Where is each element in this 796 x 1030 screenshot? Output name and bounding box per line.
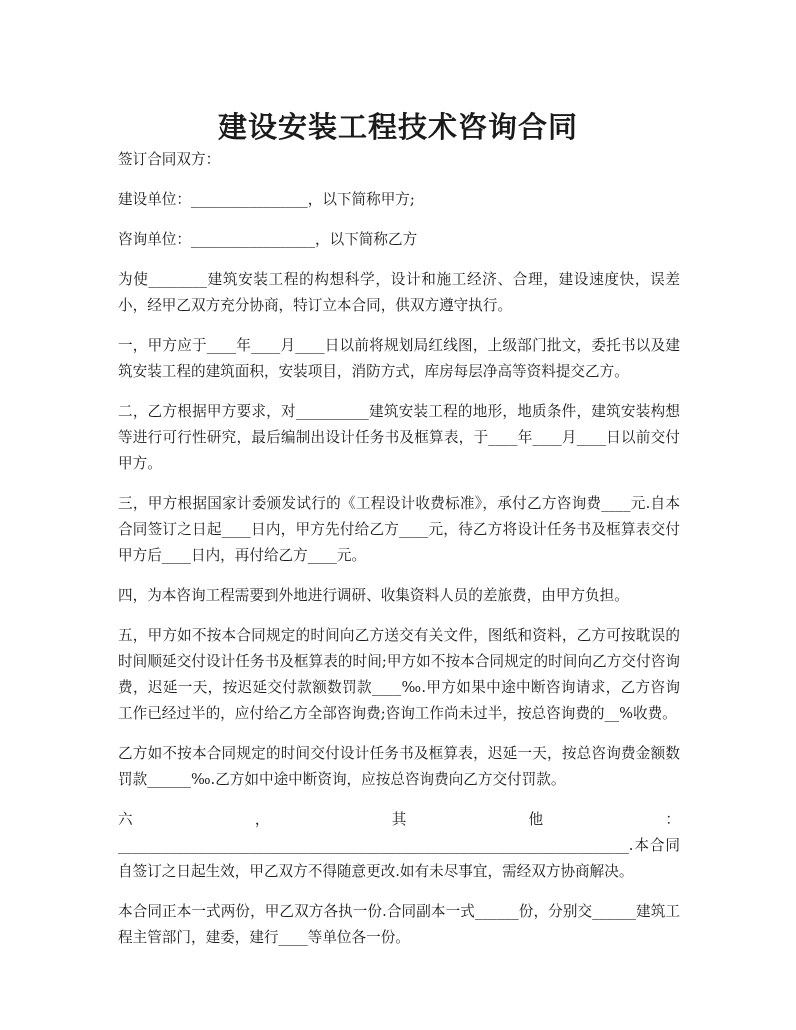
paragraph-parties: 签订合同双方： — [118, 151, 221, 168]
document-title: 建设安装工程技术咨询合同 — [217, 110, 578, 145]
paragraph-clause-1: 一，甲方应于____年____月____日以前将规划局红线图，上级部门批文，委托书以及建筑安装工程的建筑面积，安装项目，消防方式，库房每层净高等资料提交乙方。 — [118, 337, 680, 380]
paragraph-clause-6: 六，其他：______________________________________________________________________.本合同自签订之日起生效，甲乙双方不得随意更改.如有未尽事宜，需经双方协商解决。 — [118, 811, 680, 880]
paragraph-clause-2: 二，乙方根据甲方要求，对__________建筑安装工程的地形，地质条件，建筑安装构想等进行可行性研究，最后编制出设计任务书及框算表，于____年____月____日以前交付甲方。 — [118, 403, 680, 472]
paragraph-party-a: 建设单位：________________，以下简称甲方; — [118, 191, 415, 208]
paragraph-clause-4: 四，为本咨询工程需要到外地进行调研、收集资料人员的差旅费，由甲方负担。 — [118, 587, 629, 604]
paragraph-clause-5: 五，甲方如不按本合同规定的时间向乙方送交有关文件，图纸和资料，乙方可按耽误的时间顺延交付设计任务书及框算表的时间;甲方如不按本合同规定的时间向乙方交付咨询费，迟延一天，按迟延交付款额数罚款____‰.甲方如果中途中断咨询请求，乙方咨询工作已经过半的，应付给乙方全部咨询费;咨询工作尚未过半，按总咨询费的__%收费。 — [118, 627, 680, 722]
contract-body — [118, 147, 680, 965]
paragraph-clause-3: 三，甲方根据国家计委颁发试行的《工程设计收费标准》，承付乙方咨询费____元.自本合同签订之日起____日内，甲方先付给乙方____元，待乙方将设计任务书及框算表交付甲方后____日内，再付给乙方____元。 — [118, 495, 680, 564]
paragraph-copies: 本合同正本一式两份，甲乙双方各执一份.合同副本一式______份，分别交______建筑工程主管部门，建委，建行____等单位各一份。 — [118, 903, 680, 946]
paragraph-clause-5b: 乙方如不按本合同规定的时间交付设计任务书及框算表，迟延一天，按总咨询费金额数罚款______‰.乙方如中途中断资询，应按总咨询费向乙方交付罚款。 — [118, 745, 680, 788]
paragraph-purpose: 为使________建筑安装工程的构想科学，设计和施工经济、合理，建设速度快，误差小，经甲乙双方充分协商，特订立本合同，供双方遵守执行。 — [118, 271, 680, 314]
paragraph-party-b: 咨询单位：_________________，以下简称乙方 — [118, 231, 418, 248]
